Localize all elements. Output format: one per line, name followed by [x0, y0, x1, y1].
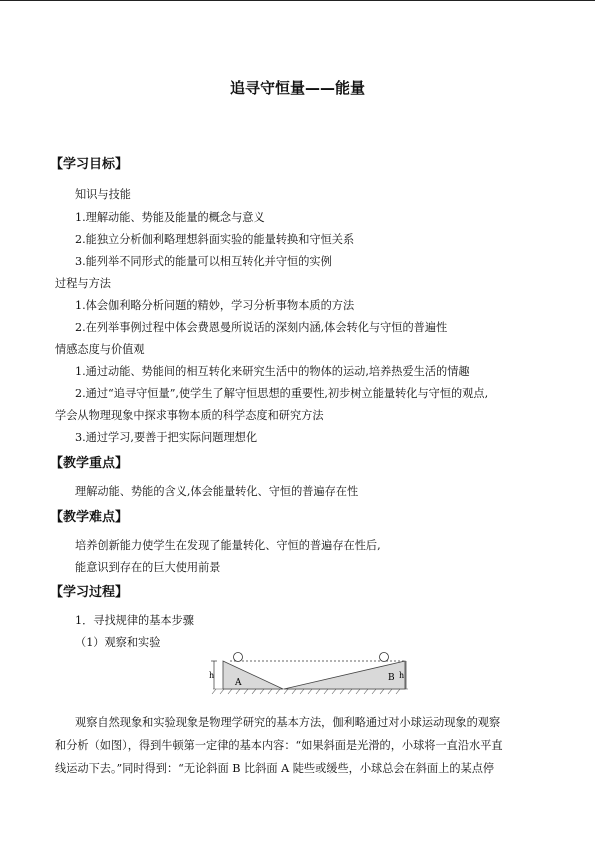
label-b: B	[388, 673, 395, 683]
label-a: A	[235, 678, 242, 688]
page-top-rule	[0, 0, 595, 1]
process-item-1: 1.体会伽利略分析问题的精妙，学习分析事物本质的方法	[75, 299, 355, 312]
paragraph-line-2: 和分析（如图），得到牛顿第一定律的基本内容：“如果斜面是光滑的，小球将一直沿水平直	[55, 739, 503, 752]
emotion-label: 情感态度与价值观	[55, 343, 145, 356]
difficulty-line-1: 培养创新能力使学生在发现了能量转化、守恒的普遍存在性后,	[75, 539, 381, 552]
difficulty-line-2: 能意识到存在的巨大使用前景	[75, 561, 221, 574]
process-label: 过程与方法	[55, 277, 111, 290]
knowledge-label: 知识与技能	[75, 188, 131, 201]
step-1: 1．寻找规律的基本步骤	[75, 614, 194, 627]
difficulty-heading: 【教学难点】	[50, 510, 129, 525]
page-title: 追寻守恒量——能量	[229, 79, 365, 97]
process-item-2: 2.在列举事例过程中体会费恩曼所说话的深刻内涵,体会转化与守恒的普遍性	[75, 321, 448, 334]
knowledge-item-2: 2.能独立分析伽利略理想斜面实验的能量转换和守恒关系	[75, 233, 355, 246]
key-heading: 【教学重点】	[50, 456, 129, 471]
process-heading: 【学习过程】	[50, 585, 129, 600]
galileo-incline-diagram	[208, 650, 408, 696]
paragraph-line-1: 观察自然现象和实验现象是物理学研究的基本方法，伽利略通过对小球运动现象的观察	[75, 716, 501, 729]
label-h-right: h	[399, 671, 405, 680]
ground-hatching	[212, 689, 408, 694]
incline-b	[284, 661, 405, 689]
ball-b	[380, 653, 389, 662]
ball-a	[234, 653, 243, 662]
emotion-item-1: 1.通过动能、势能间的相互转化来研究生活中的物体的运动,培养热爱生活的情趣	[75, 365, 470, 378]
emotion-item-2-cont: 学会从物理现象中探求事物本质的科学态度和研究方法	[55, 409, 324, 422]
knowledge-item-1: 1.理解动能、势能及能量的概念与意义	[75, 211, 265, 224]
label-h-left: h	[209, 671, 215, 680]
step-1-1: （1）观察和实验	[75, 636, 161, 649]
incline-a	[223, 661, 283, 689]
emotion-item-3: 3.通过学习,要善于把实际问题理想化	[75, 431, 258, 444]
emotion-item-2: 2.通过“追寻守恒量”,使学生了解守恒思想的重要性,初步树立能量转化与守恒的观点,	[75, 387, 489, 400]
knowledge-item-3: 3.能列举不同形式的能量可以相互转化并守恒的实例	[75, 255, 332, 268]
key-text: 理解动能、势能的含义,体会能量转化、守恒的普遍存在性	[75, 485, 359, 498]
goals-heading: 【学习目标】	[50, 157, 129, 172]
paragraph-line-3: 线运动下去。”同时得到：“无论斜面 B 比斜面 A 陡些或缓些，小球总会在斜面上的某点停	[55, 762, 495, 775]
